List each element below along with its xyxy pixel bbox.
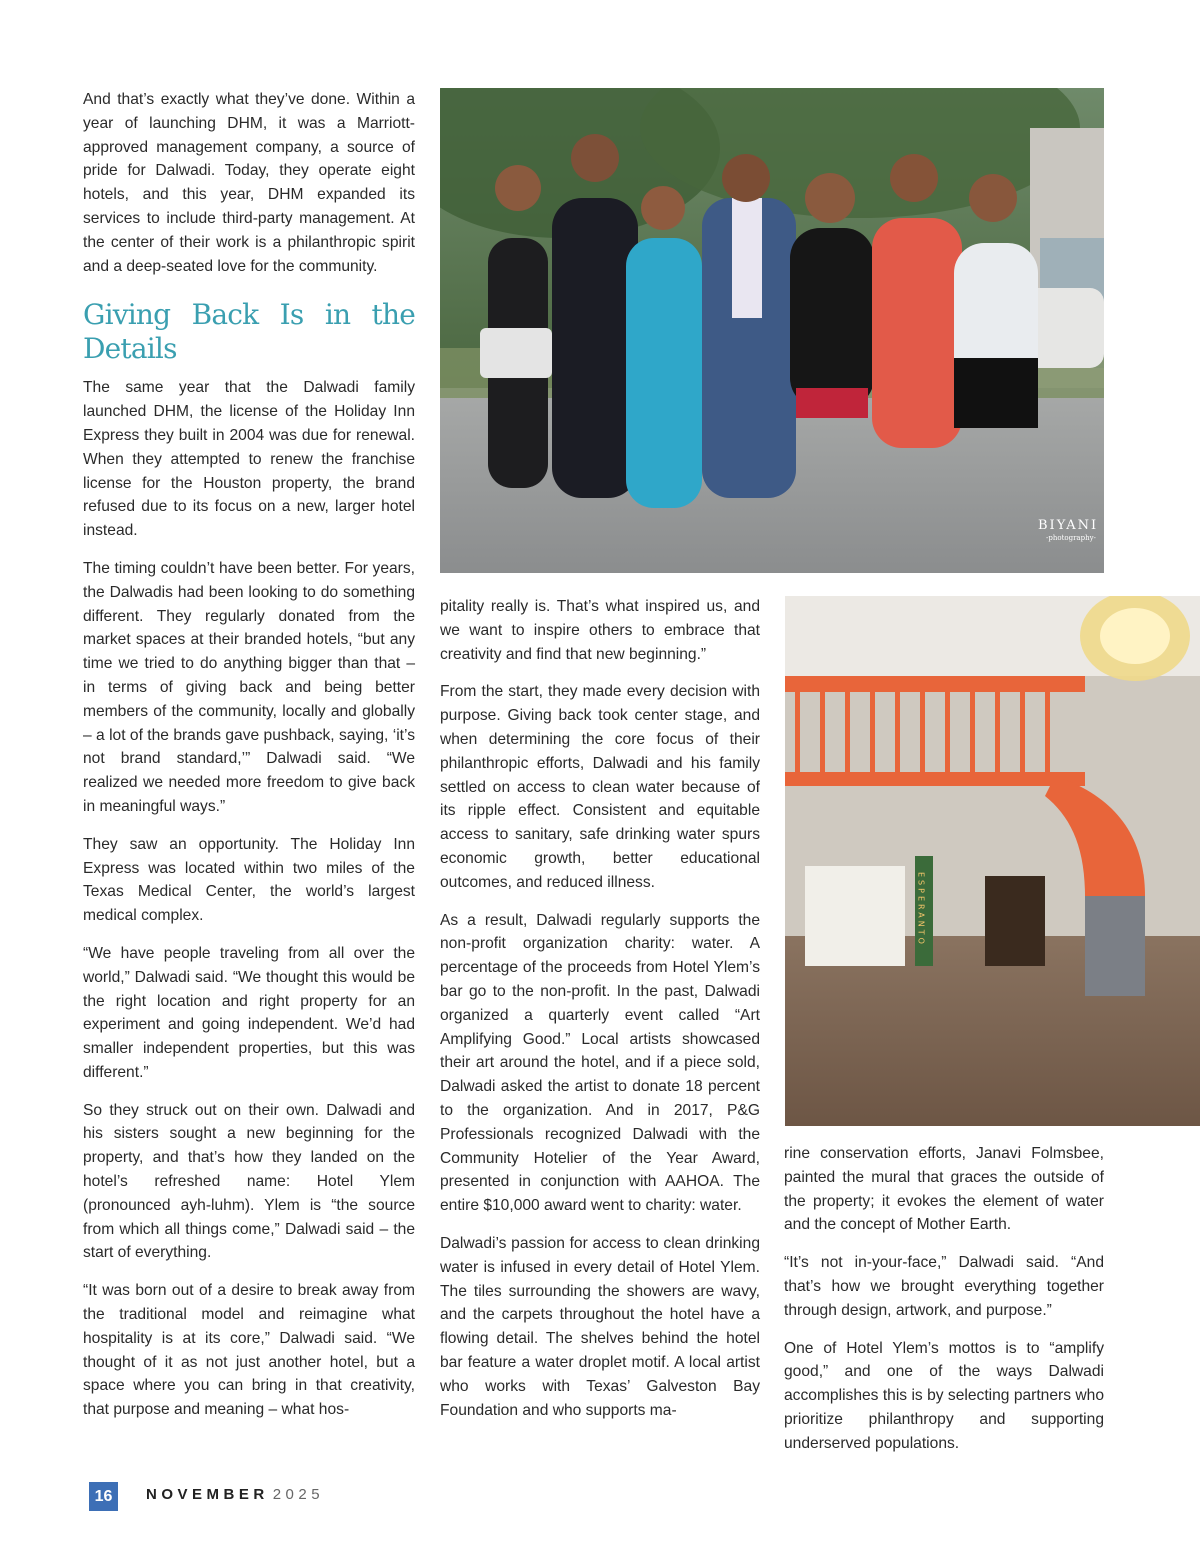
issue-year: 2025 xyxy=(272,1486,325,1503)
paragraph: rine conservation efforts, Janavi Folmsbee, painted the mural that graces the outside of the property; it evokes the element of water and the concept of Mother Earth. xyxy=(784,1145,1104,1234)
article-column-1 xyxy=(83,88,415,1436)
photo-credit-sub: -photography- xyxy=(1046,534,1096,542)
section-heading: Giving Back Is in the Details xyxy=(83,298,415,366)
esperanto-sign: ESPERANTO xyxy=(916,872,926,947)
paragraph: The timing couldn’t have been better. For years, the Dalwadis had been looking to do something different. They regularly donated from the market spaces at their branded hotels, “but any time we tried to do anything bigger than that – in terms of giving back and being better members of the community, locally and globally – a lot of the brands gave pushback, saying, ‘it’s not brand standard,’” Dalwadi said. “We realized we needed more freedom to give back in meaningful ways.” xyxy=(83,559,415,815)
issue-month: NOVEMBER xyxy=(146,1486,269,1503)
photo-credit: BIYANI xyxy=(1038,518,1099,533)
article-column-3 xyxy=(784,1142,1104,1470)
paragraph: And that’s exactly what they’ve done. Within a year of launching DHM, it was a Marriott-approved management company, a source of pride for Dalwadi. Today, they operate eight hotels, and this year, DHM expanded its services to include third-party management. At the center of their work is a philanthropic spirit and a deep-seated love for the community. xyxy=(83,91,415,275)
paragraph: “It was born out of a desire to break away from the traditional model and reimagine what hospitality is at its core,” Dalwadi said. “We thought of it as not just another hotel, but a space where you can bring in that creativity, that purpose and meaning – what hos- xyxy=(83,1282,415,1419)
paragraph: “We have people traveling from all over the world,” Dalwadi said. “We thought this would be the right location and right property for an experiment and going independent. We’d had smaller independent properties, but this was different.” xyxy=(83,944,415,1081)
paragraph: They saw an opportunity. The Holiday Inn Express was located within two miles of the Texas Medical Center, the world’s largest medical complex. xyxy=(83,835,415,925)
paragraph: From the start, they made every decision with purpose. Giving back took center stage, and when determining the core focus of their philanthropic efforts, Dalwadi and his family settled on access to clean water because of its ripple effect. Consistent and equitable access to sanitary, safe drinking water spurs economic growth, better educational outcomes, and reduced illness. xyxy=(440,683,760,891)
paragraph: So they struck out on their own. Dalwadi and his sisters sought a new beginning for the property, and that’s how they landed on the hotel’s refreshed name: Hotel Ylem (pronounced ayh-luhm). Ylem is “the source from which all things come,” Dalwadi said – the start of everything. xyxy=(83,1101,415,1262)
paragraph: “It’s not in-your-face,” Dalwadi said. “And that’s how we brought everything together through design, artwork, and purpose.” xyxy=(784,1254,1104,1319)
paragraph: pitality really is. That’s what inspired us, and we want to inspire others to embrace that creativity and find that new beginning.” xyxy=(440,598,760,663)
paragraph: Dalwadi’s passion for access to clean drinking water is infused in every detail of Hotel Ylem. The tiles surrounding the showers are wavy, and the carpets throughout the hotel have a flowing detail. The shelves behind the hotel bar feature a water droplet motif. A local artist who works with Texas’ Galveston Bay Foundation and who supports ma- xyxy=(440,1234,760,1419)
family-group-photo xyxy=(440,88,1104,573)
lobby-photo-illustration xyxy=(785,596,1200,1126)
family-photo-illustration xyxy=(440,88,1104,573)
issue-date xyxy=(146,1486,324,1503)
article-column-2 xyxy=(440,595,760,1436)
paragraph: As a result, Dalwadi regularly supports the non-profit organization charity: water. A percentage of the proceeds from Hotel Ylem’s bar go to the non-profit. In the past, Dalwadi organized a quarterly event called “Art Amplifying Good.” Local artists showcased their art around the hotel, and if a piece sold, Dalwadi asked the artist to donate 18 percent to the organization. And in 2017, P&G Professionals recognized Dalwadi with the Community Hotelier of the Year Award, presented in conjunction with AAHOA. The entire $10,000 award went to charity: water. xyxy=(440,911,760,1215)
hotel-lobby-photo xyxy=(785,596,1200,1126)
page-number-badge: 16 xyxy=(89,1482,118,1511)
paragraph: The same year that the Dalwadi family launched DHM, the license of the Holiday Inn Express they built in 2004 was due for renewal. When they attempted to renew the franchise license for the Houston property, the brand refused due to its focus on a new, larger hotel instead. xyxy=(83,379,415,540)
paragraph: One of Hotel Ylem’s mottos is to “amplify good,” and one of the ways Dalwadi accomplishes this is by selecting partners who prioritize philanthropy and supporting underserved populations. xyxy=(784,1339,1104,1452)
